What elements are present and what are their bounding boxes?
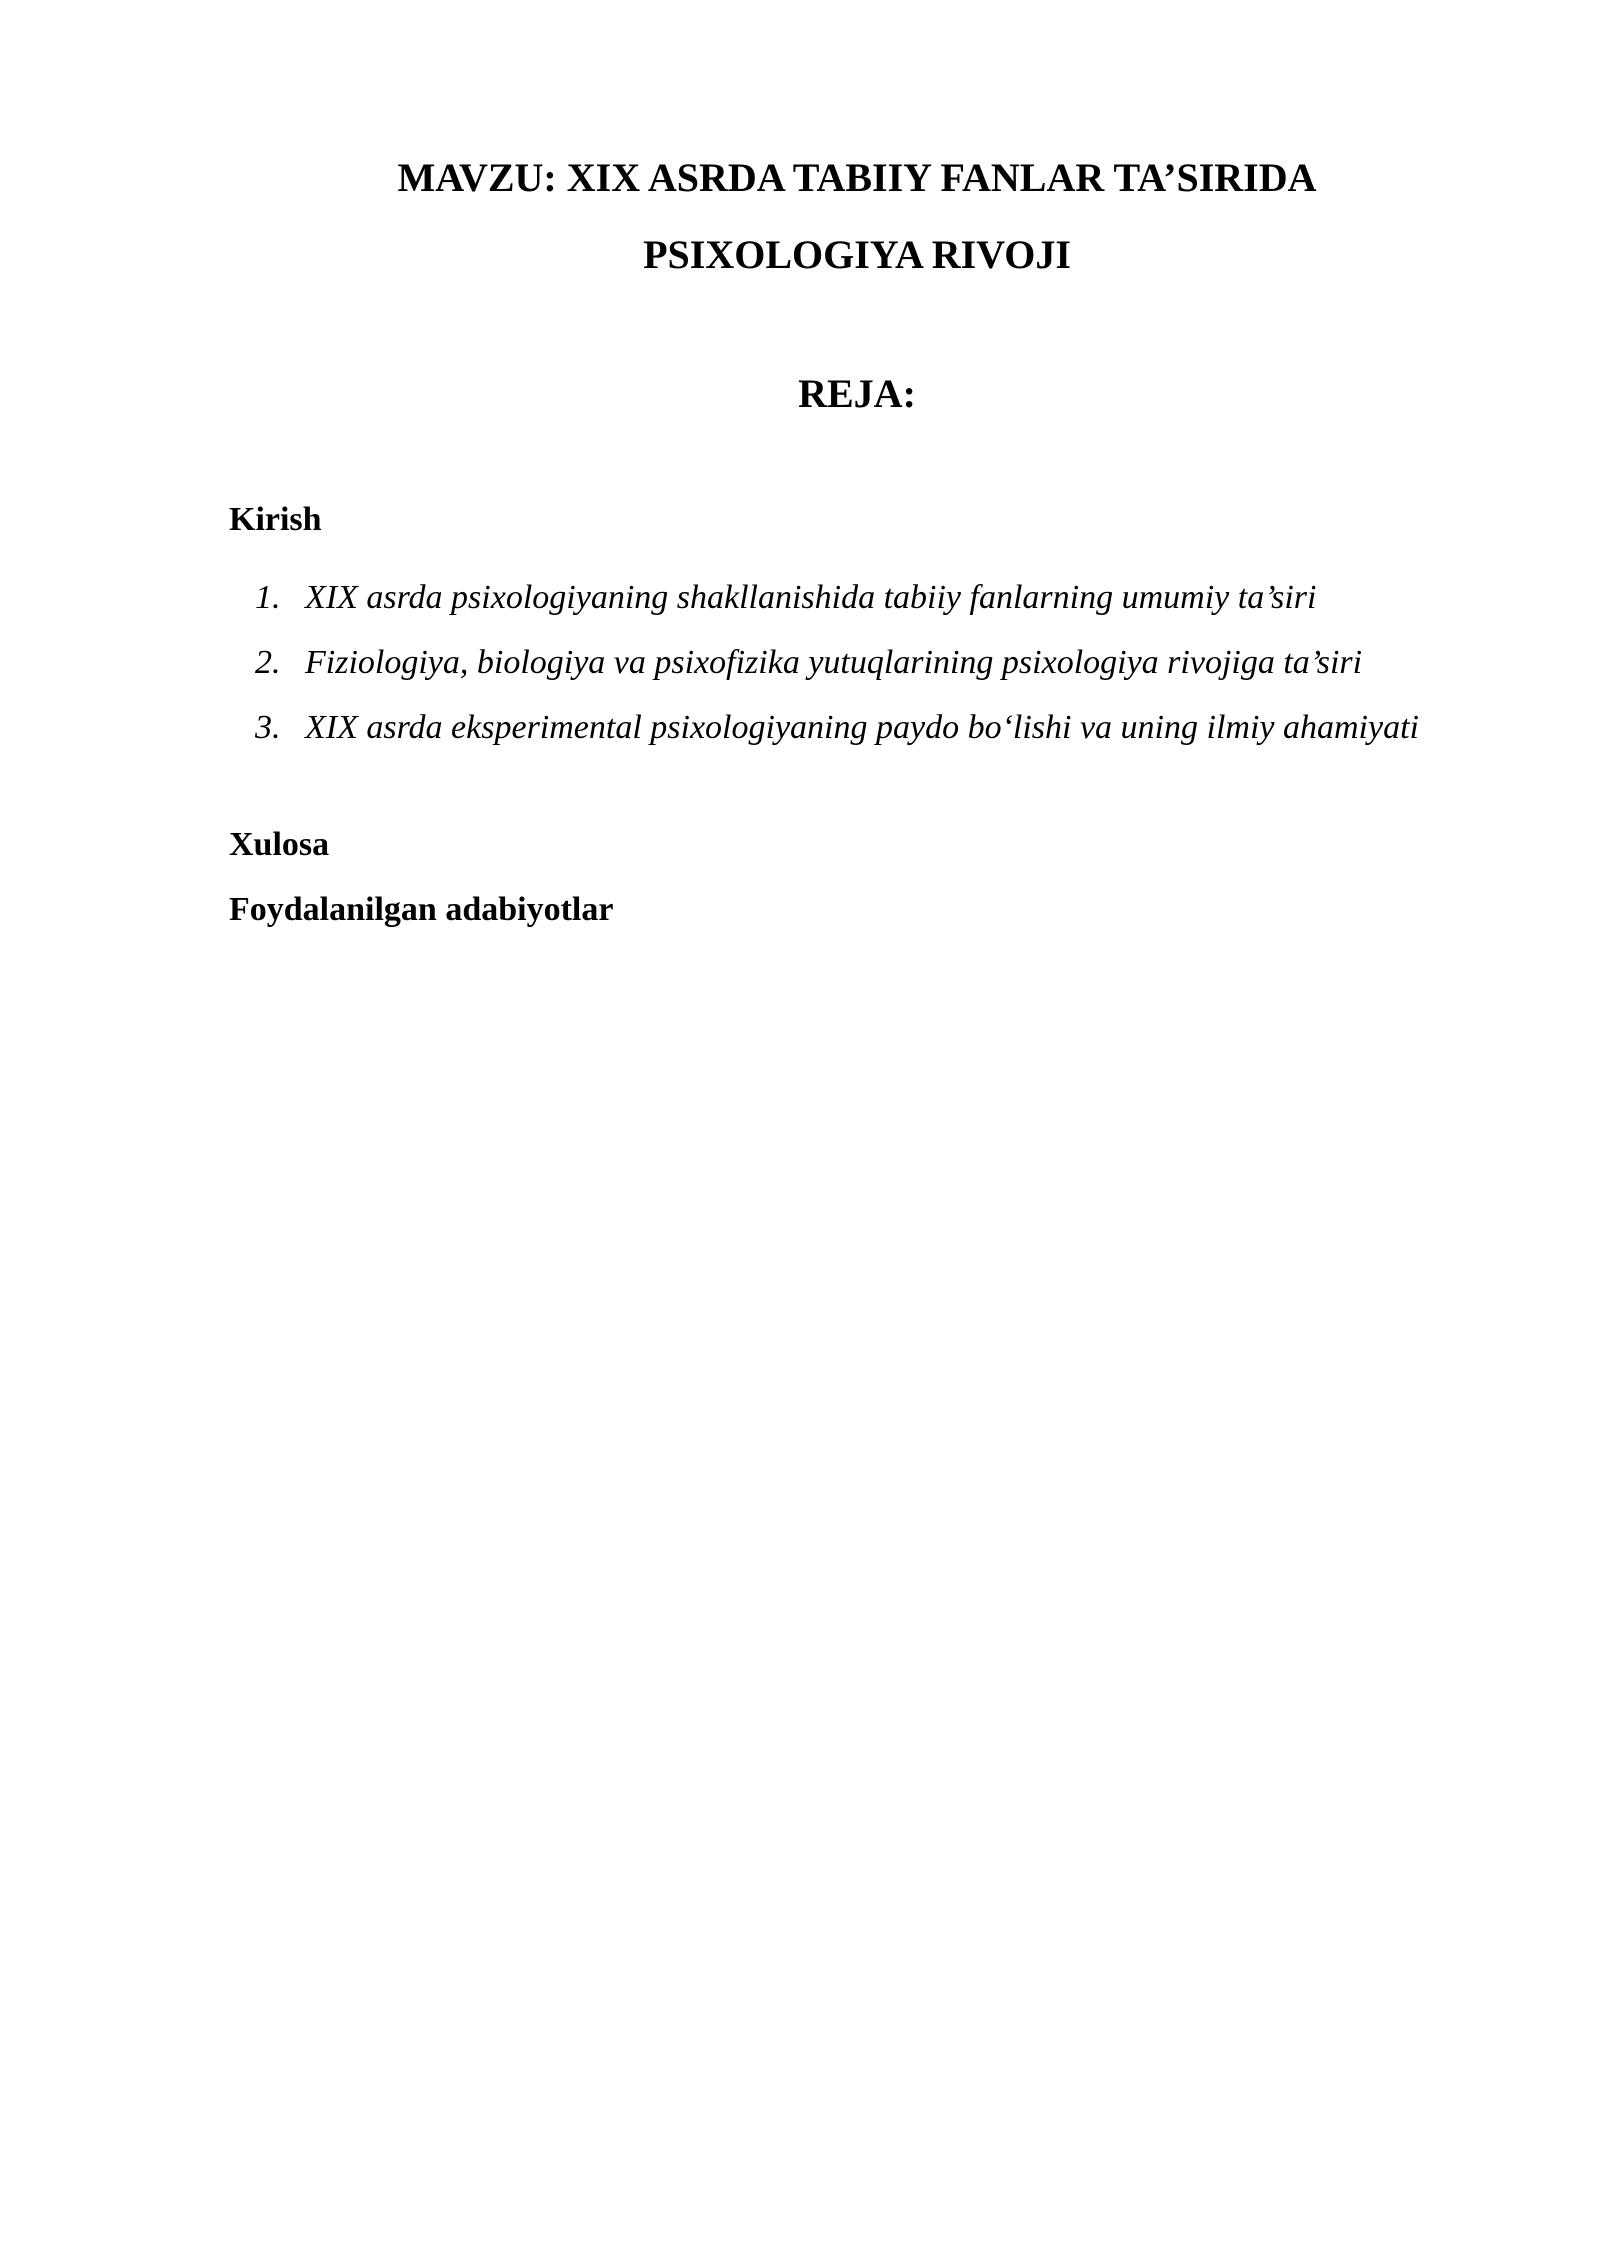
references-heading: Foydalanilgan adabiyotlar — [229, 891, 614, 928]
topic-title-line-2: PSIXOLOGIYA RIVOJI — [643, 232, 1071, 277]
plan-item — [229, 565, 1489, 630]
plan-item — [229, 695, 1489, 760]
intro-heading: Kirish — [229, 501, 322, 538]
plan-item-number: 1. — [255, 579, 281, 616]
conclusion-heading: Xulosa — [229, 826, 330, 863]
plan-item-text: XIX asrda psixologiyaning shakllanishida tabiiy fanlarning umumiy ta’siri — [305, 579, 1317, 616]
plan-item-text: XIX asrda eksperimental psixologiyaning paydo bo‘lishi va uning ilmiy ahamiyati — [305, 709, 1419, 746]
topic-title-line-1: MAVZU: XIX ASRDA TABIIY FANLAR TA’SIRIDA — [397, 155, 1317, 200]
plan-item — [229, 630, 1489, 695]
plan-list — [229, 565, 1489, 760]
plan-item-number: 2. — [255, 644, 281, 681]
plan-heading: REJA: — [798, 371, 916, 416]
plan-item-text: Fiziologiya, biologiya va psixofizika yutuqlarining psixologiya rivojiga ta’siri — [305, 644, 1363, 681]
plan-item-number: 3. — [255, 709, 281, 746]
